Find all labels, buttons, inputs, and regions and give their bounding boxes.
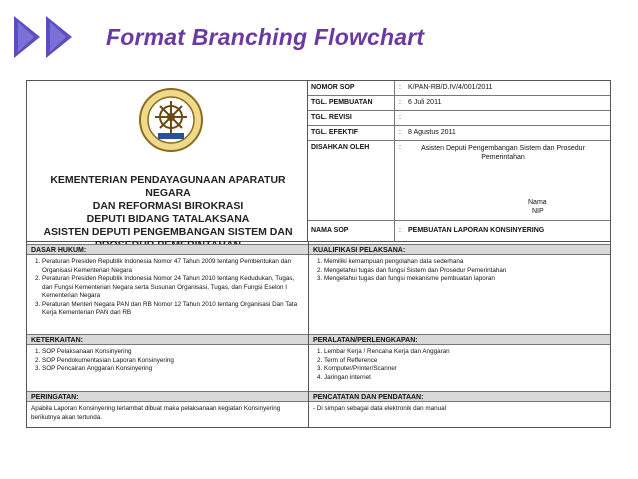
org-line-4: ASISTEN DEPUTI PENGEMBANGAN SISTEM DAN [43, 226, 293, 238]
list-item: 3. SOP Pencairan Anggaran Konsinyering [42, 365, 304, 374]
tgl-efektif-label: TGL. EFEKTIF [311, 129, 359, 136]
sop-meta [308, 81, 610, 242]
kualifikasi-heading: KUALIFIKASI PELAKSANA: [309, 244, 610, 255]
list-item: 3. Peraturan Menteri Negara PAN dan RB Nomor 12 Tahun 2010 tentang Organisasi Dan Tata Kerja Kementerian PAN dan RB [42, 301, 304, 318]
nav-arrows-icon[interactable] [10, 14, 90, 60]
nomor-sop-label: NOMOR SOP [311, 84, 355, 91]
tgl-pembuatan-label: TGL. PEMBUATAN [311, 99, 373, 106]
colon: : [399, 129, 401, 136]
list-item: 2. SOP Pendokumentasian Laporan Konsinyering [42, 357, 304, 366]
org-line-3: DEPUTI BIDANG TATALAKSANA [86, 213, 250, 225]
list-item: 2. Peraturan Presiden Republik Indonesia Nomor 24 Tahun 2010 tentang Kedudukan, Tugas, dan Fungsi Kementerian Negara serta Susunan Organisasi, Tugas, dan Fungsi Eselon I Kementerian Negara [42, 275, 304, 301]
org-header [27, 81, 308, 242]
list-item: 1. Lembar Kerja / Rencana Kerja dan Anggaran [324, 348, 606, 357]
list-item: 3. Mengetahui tugas dan fungsi mekanisme pembuatan laporan [324, 275, 606, 284]
list-item: 3. Komputer/Printer/Scanner [324, 365, 606, 374]
nama-label: Nama [528, 199, 547, 206]
list-item: 1. Memiliki kemampuan pengolahan data sederhana [324, 258, 606, 267]
peringatan-text: Apabila Laporan Konsinyering terlambat dibuat maka pelaksanaan kegiatan Konsinyering berikutnya akan tertunda. [31, 405, 281, 421]
colon: : [399, 114, 401, 121]
ministry-seal-icon [138, 87, 204, 153]
nama-sop-row [308, 221, 610, 242]
tgl-revisi-label: TGL. REVISI [311, 114, 352, 121]
list-item: 4. Jaringan internet [324, 374, 606, 383]
tgl-revisi-row [308, 111, 610, 126]
dasar-hukum-heading: DASAR HUKUM: [27, 244, 308, 255]
colon: : [399, 99, 401, 106]
colon: : [399, 84, 401, 91]
disahkan-row [308, 141, 610, 221]
kualifikasi-list [309, 255, 610, 287]
peringatan-heading: PERINGATAN: [27, 391, 308, 402]
tgl-efektif-row [308, 126, 610, 141]
tgl-pembuatan-value: 6 Juli 2011 [408, 99, 442, 106]
keterkaitan-heading: KETERKAITAN: [27, 334, 308, 345]
tgl-efektif-value: 8 Agustus 2011 [408, 129, 456, 136]
list-item: 2. Term of Refference [324, 357, 606, 366]
pencatatan-heading: PENCATATAN DAN PENDATAAN: [309, 391, 610, 402]
keterkaitan-list [27, 345, 308, 377]
peralatan-list [309, 345, 610, 385]
tgl-pembuatan-row [308, 96, 610, 111]
list-item: 1. SOP Pelaksanaan Konsinyering [42, 348, 304, 357]
nama-sop-value: PEMBUATAN LAPORAN KONSINYERING [408, 227, 545, 234]
org-line-1: KEMENTERIAN PENDAYAGUNAAN APARATUR NEGARA [50, 174, 286, 199]
org-name [33, 174, 303, 252]
nip-label: NIP [532, 208, 544, 215]
disahkan-value: Asisten Deputi Pengembangan Sistem dan Prosedur Pemerintahan [421, 145, 585, 161]
dasar-hukum-list [27, 255, 308, 321]
org-line-2: DAN REFORMASI BIROKRASI [92, 200, 244, 212]
nomor-sop-row [308, 81, 610, 96]
pencatatan-text: - Di simpan sebagai data elektronik dan manual [313, 405, 447, 412]
slide-title: Format Branching Flowchart [106, 24, 425, 50]
list-item: 1. Peraturan Presiden Republik Indonesia Nomor 47 Tahun 2009 tentang Pembentukan dan Organisasi Kementerian Negara [42, 258, 304, 275]
nama-sop-label: NAMA SOP [311, 227, 349, 234]
disahkan-label: DISAHKAN OLEH [311, 144, 370, 151]
peralatan-heading: PERALATAN/PERLENGKAPAN: [309, 334, 610, 345]
sop-document [26, 80, 611, 428]
colon: : [399, 144, 401, 151]
nomor-sop-value: K/PAN-RB/D.IV/4/001/2011 [408, 84, 493, 91]
colon: : [399, 227, 401, 234]
list-item: 2. Mengetahui tugas dan fungsi Sistem dan Prosedur Pemerintahan [324, 267, 606, 276]
